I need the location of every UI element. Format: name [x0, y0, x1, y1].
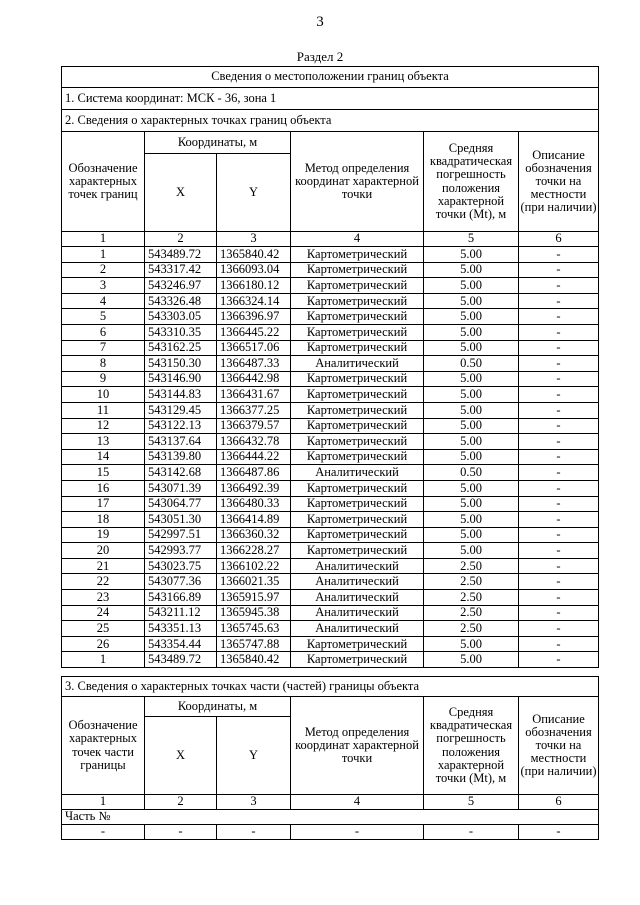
method-value: Картометрический: [291, 293, 424, 309]
y-value: 1366360.32: [217, 527, 291, 543]
x-value: 543162.25: [145, 340, 217, 356]
error-value: 0.50: [424, 356, 519, 372]
method-value: Картометрический: [291, 402, 424, 418]
part-number-label: Часть №: [62, 810, 599, 825]
y-value: 1366492.39: [217, 480, 291, 496]
x-value: 542997.51: [145, 527, 217, 543]
y-value: 1366487.33: [217, 356, 291, 372]
error-value: 5.00: [424, 324, 519, 340]
description-value: -: [519, 262, 599, 278]
error-value: 2.50: [424, 574, 519, 590]
column-number-row: [62, 232, 599, 247]
method-value: Картометрический: [291, 262, 424, 278]
error-value: 5.00: [424, 340, 519, 356]
point-number: 13: [62, 434, 145, 450]
y-value: 1366414.89: [217, 512, 291, 528]
col-number: 4: [291, 795, 424, 810]
empty-cell: -: [519, 825, 599, 840]
point-number: 4: [62, 293, 145, 309]
table-row: [62, 324, 599, 340]
x-value: 543137.64: [145, 434, 217, 450]
points-heading: 2. Сведения о характерных точках границ объекта: [62, 110, 599, 132]
header-method: Метод определения координат характерной точки: [291, 697, 424, 795]
header-x: X: [145, 154, 217, 232]
method-value: Аналитический: [291, 465, 424, 481]
method-value: Картометрический: [291, 527, 424, 543]
error-value: 5.00: [424, 247, 519, 263]
header-part-point-designation: Обозначение характерных точек части границы: [62, 697, 145, 795]
x-value: 543064.77: [145, 496, 217, 512]
point-number: 11: [62, 402, 145, 418]
error-value: 5.00: [424, 434, 519, 450]
y-value: 1365745.63: [217, 621, 291, 637]
x-value: 543071.39: [145, 480, 217, 496]
description-value: -: [519, 418, 599, 434]
y-value: 1366445.22: [217, 324, 291, 340]
table-row: [62, 356, 599, 372]
method-value: Картометрический: [291, 278, 424, 294]
error-value: 5.00: [424, 652, 519, 668]
col-number: 6: [519, 232, 599, 247]
table-row: [62, 590, 599, 606]
error-value: 2.50: [424, 605, 519, 621]
table-row: [62, 247, 599, 263]
table-row: [62, 558, 599, 574]
y-value: 1366102.22: [217, 558, 291, 574]
y-value: 1366442.98: [217, 371, 291, 387]
part-boundary-table: [61, 676, 599, 840]
method-value: Картометрический: [291, 247, 424, 263]
error-value: 5.00: [424, 512, 519, 528]
y-value: 1366324.14: [217, 293, 291, 309]
description-value: -: [519, 278, 599, 294]
method-value: Аналитический: [291, 621, 424, 637]
error-value: 5.00: [424, 543, 519, 559]
y-value: 1366517.06: [217, 340, 291, 356]
boundary-table: [61, 66, 599, 668]
x-value: 543303.05: [145, 309, 217, 325]
point-number: 19: [62, 527, 145, 543]
point-number: 25: [62, 621, 145, 637]
header-error: Средняя квадратическая погрешность положения характерной точки (Mt), м: [424, 697, 519, 795]
y-value: 1366021.35: [217, 574, 291, 590]
method-value: Аналитический: [291, 558, 424, 574]
y-value: 1365915.97: [217, 590, 291, 606]
x-value: 543144.83: [145, 387, 217, 403]
y-value: 1366093.04: [217, 262, 291, 278]
description-value: -: [519, 574, 599, 590]
description-value: -: [519, 480, 599, 496]
point-number: 7: [62, 340, 145, 356]
description-value: -: [519, 387, 599, 403]
header-y: Y: [217, 154, 291, 232]
y-value: 1366432.78: [217, 434, 291, 450]
point-number: 14: [62, 449, 145, 465]
x-value: 543246.97: [145, 278, 217, 294]
table-row: [62, 278, 599, 294]
col-number: 6: [519, 795, 599, 810]
point-number: 1: [62, 247, 145, 263]
error-value: 5.00: [424, 527, 519, 543]
header-x: X: [145, 717, 217, 795]
description-value: -: [519, 527, 599, 543]
method-value: Картометрический: [291, 418, 424, 434]
x-value: 543146.90: [145, 371, 217, 387]
y-value: 1366180.12: [217, 278, 291, 294]
point-number: 24: [62, 605, 145, 621]
error-value: 5.00: [424, 387, 519, 403]
point-number: 21: [62, 558, 145, 574]
point-number: 3: [62, 278, 145, 294]
x-value: 543139.80: [145, 449, 217, 465]
method-value: Картометрический: [291, 371, 424, 387]
col-number: 3: [217, 232, 291, 247]
description-value: -: [519, 356, 599, 372]
col-number: 1: [62, 232, 145, 247]
y-value: 1365945.38: [217, 605, 291, 621]
coordinate-system: 1. Система координат: МСК - 36, зона 1: [62, 88, 599, 110]
method-value: Картометрический: [291, 324, 424, 340]
y-value: 1366396.97: [217, 309, 291, 325]
table-title: Сведения о местоположении границ объекта: [62, 67, 599, 88]
header-coordinates: Координаты, м: [145, 697, 291, 717]
table-row: [62, 496, 599, 512]
y-value: 1365840.42: [217, 247, 291, 263]
description-value: -: [519, 309, 599, 325]
table-row: [62, 309, 599, 325]
error-value: 2.50: [424, 621, 519, 637]
method-value: Аналитический: [291, 356, 424, 372]
table-row: [62, 652, 599, 668]
table-row: [62, 605, 599, 621]
description-value: -: [519, 590, 599, 606]
header-error: Средняя квадратическая погрешность положения характерной точки (Mt), м: [424, 132, 519, 232]
point-number: 9: [62, 371, 145, 387]
point-number: 10: [62, 387, 145, 403]
point-number: 20: [62, 543, 145, 559]
description-value: -: [519, 434, 599, 450]
error-value: 5.00: [424, 402, 519, 418]
table-row: [62, 543, 599, 559]
error-value: 5.00: [424, 480, 519, 496]
point-number: 6: [62, 324, 145, 340]
empty-cell: -: [145, 825, 217, 840]
header-method: Метод определения координат характерной точки: [291, 132, 424, 232]
method-value: Картометрический: [291, 480, 424, 496]
section-title: Раздел 2: [296, 49, 344, 64]
y-value: 1365747.88: [217, 636, 291, 652]
description-value: -: [519, 293, 599, 309]
col-number: 5: [424, 795, 519, 810]
method-value: Картометрический: [291, 387, 424, 403]
table-row: [62, 387, 599, 403]
description-value: -: [519, 543, 599, 559]
description-value: -: [519, 605, 599, 621]
header-y: Y: [217, 717, 291, 795]
method-value: Аналитический: [291, 590, 424, 606]
col-number: 2: [145, 795, 217, 810]
y-value: 1366377.25: [217, 402, 291, 418]
x-value: 542993.77: [145, 543, 217, 559]
header-coordinates: Координаты, м: [145, 132, 291, 154]
description-value: -: [519, 324, 599, 340]
x-value: 543489.72: [145, 247, 217, 263]
table-row: [62, 293, 599, 309]
error-value: 5.00: [424, 449, 519, 465]
method-value: Аналитический: [291, 574, 424, 590]
description-value: -: [519, 247, 599, 263]
page-number: 3: [316, 14, 324, 30]
point-number: 26: [62, 636, 145, 652]
table-row: [62, 480, 599, 496]
x-value: 543489.72: [145, 652, 217, 668]
x-value: 543211.12: [145, 605, 217, 621]
empty-cell: -: [291, 825, 424, 840]
method-value: Картометрический: [291, 449, 424, 465]
point-number: 23: [62, 590, 145, 606]
point-number: 16: [62, 480, 145, 496]
table-row: [62, 449, 599, 465]
col-number: 3: [217, 795, 291, 810]
empty-cell: -: [62, 825, 145, 840]
error-value: 5.00: [424, 636, 519, 652]
header-description: Описание обозначения точки на местности (при наличии): [519, 132, 599, 232]
table-row: [62, 636, 599, 652]
x-value: 543051.30: [145, 512, 217, 528]
description-value: -: [519, 449, 599, 465]
table-row: [62, 512, 599, 528]
method-value: Картометрический: [291, 512, 424, 528]
error-value: 5.00: [424, 309, 519, 325]
description-value: -: [519, 371, 599, 387]
col-number: 5: [424, 232, 519, 247]
header-point-designation: Обозначение характерных точек границ: [62, 132, 145, 232]
y-value: 1366431.67: [217, 387, 291, 403]
x-value: 543354.44: [145, 636, 217, 652]
description-value: -: [519, 621, 599, 637]
error-value: 5.00: [424, 278, 519, 294]
x-value: 543326.48: [145, 293, 217, 309]
error-value: 5.00: [424, 371, 519, 387]
point-number: 1: [62, 652, 145, 668]
table-row: [62, 262, 599, 278]
x-value: 543077.36: [145, 574, 217, 590]
table-row: [62, 340, 599, 356]
point-number: 17: [62, 496, 145, 512]
table-row: [62, 418, 599, 434]
method-value: Картометрический: [291, 496, 424, 512]
method-value: Картометрический: [291, 543, 424, 559]
point-number: 12: [62, 418, 145, 434]
description-value: -: [519, 636, 599, 652]
error-value: 0.50: [424, 465, 519, 481]
col-number: 1: [62, 795, 145, 810]
table-row: [62, 465, 599, 481]
description-value: -: [519, 558, 599, 574]
method-value: Картометрический: [291, 434, 424, 450]
part-empty-row: [62, 825, 599, 840]
error-value: 2.50: [424, 558, 519, 574]
y-value: 1366480.33: [217, 496, 291, 512]
point-number: 5: [62, 309, 145, 325]
description-value: -: [519, 496, 599, 512]
table-row: [62, 574, 599, 590]
description-value: -: [519, 465, 599, 481]
empty-cell: -: [217, 825, 291, 840]
table-row: [62, 434, 599, 450]
y-value: 1366487.86: [217, 465, 291, 481]
error-value: 5.00: [424, 418, 519, 434]
error-value: 5.00: [424, 496, 519, 512]
point-number: 18: [62, 512, 145, 528]
point-number: 2: [62, 262, 145, 278]
col-number: 4: [291, 232, 424, 247]
error-value: 2.50: [424, 590, 519, 606]
table-row: [62, 621, 599, 637]
description-value: -: [519, 402, 599, 418]
x-value: 543122.13: [145, 418, 217, 434]
x-value: 543310.35: [145, 324, 217, 340]
x-value: 543166.89: [145, 590, 217, 606]
description-value: -: [519, 652, 599, 668]
table-row: [62, 527, 599, 543]
method-value: Аналитический: [291, 605, 424, 621]
point-number: 8: [62, 356, 145, 372]
empty-cell: -: [424, 825, 519, 840]
col-number: 2: [145, 232, 217, 247]
table-row: [62, 371, 599, 387]
description-value: -: [519, 512, 599, 528]
y-value: 1366444.22: [217, 449, 291, 465]
method-value: Картометрический: [291, 309, 424, 325]
y-value: 1366379.57: [217, 418, 291, 434]
y-value: 1366228.27: [217, 543, 291, 559]
column-number-row: [62, 795, 599, 810]
x-value: 543351.13: [145, 621, 217, 637]
point-number: 15: [62, 465, 145, 481]
x-value: 543150.30: [145, 356, 217, 372]
x-value: 543023.75: [145, 558, 217, 574]
x-value: 543129.45: [145, 402, 217, 418]
x-value: 543317.42: [145, 262, 217, 278]
method-value: Картометрический: [291, 652, 424, 668]
part-heading: 3. Сведения о характерных точках части (частей) границы объекта: [62, 677, 599, 697]
header-description: Описание обозначения точки на местности (при наличии): [519, 697, 599, 795]
y-value: 1365840.42: [217, 652, 291, 668]
description-value: -: [519, 340, 599, 356]
point-number: 22: [62, 574, 145, 590]
x-value: 543142.68: [145, 465, 217, 481]
method-value: Картометрический: [291, 636, 424, 652]
table-row: [62, 402, 599, 418]
error-value: 5.00: [424, 293, 519, 309]
error-value: 5.00: [424, 262, 519, 278]
method-value: Картометрический: [291, 340, 424, 356]
